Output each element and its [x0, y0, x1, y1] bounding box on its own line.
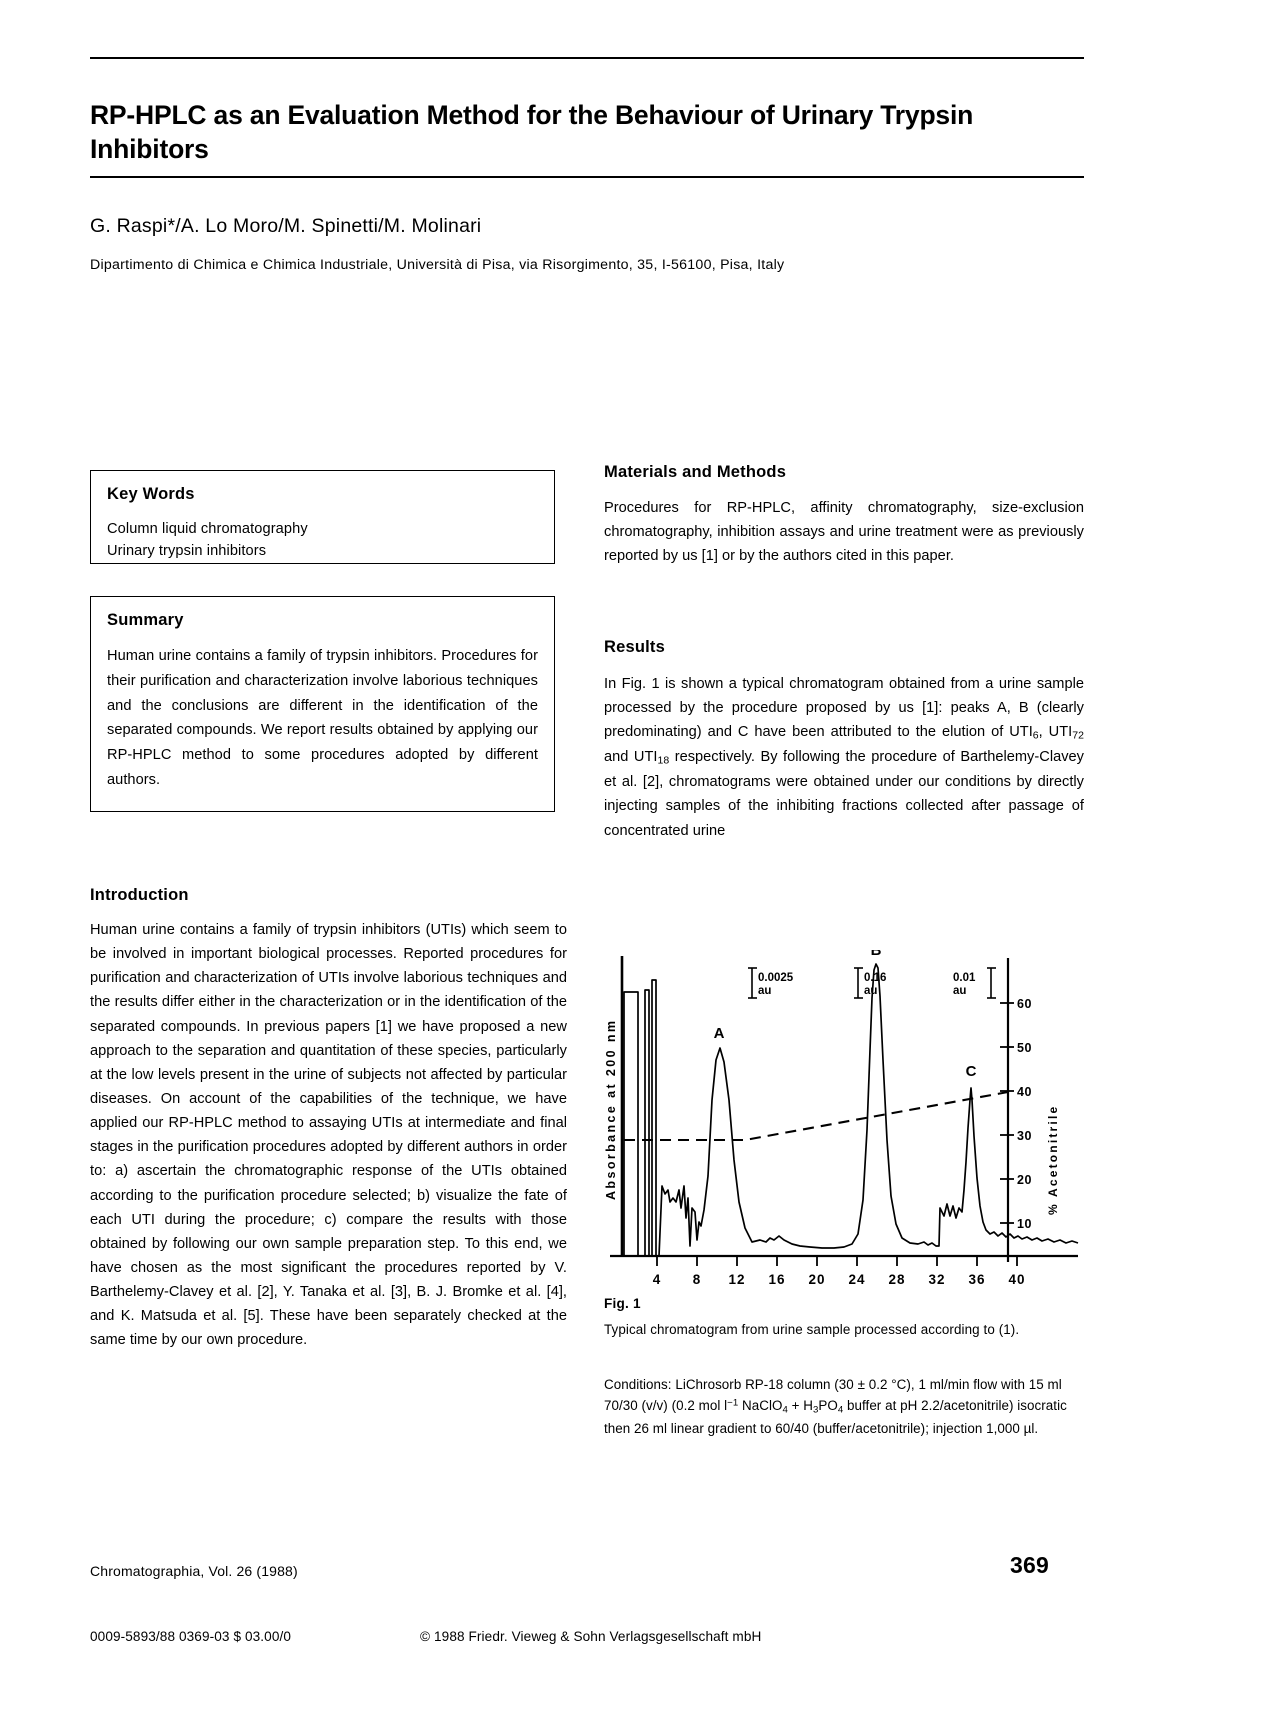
- footer-issn-line: 0009-5893/88 0369-03 $ 03.00/0: [90, 1629, 292, 1644]
- scale-bar-1-unit: au: [758, 985, 772, 997]
- x-tick-12: 12: [728, 1272, 746, 1287]
- x-tick-8: 8: [692, 1272, 702, 1287]
- scale-bar-2-value: 0.16: [864, 972, 887, 984]
- chromatogram-plot: [600, 950, 1084, 1295]
- results-text: In Fig. 1 is shown a typical chromatogram obtained from a urine sample processed by the procedure proposed by us [1]: peaks A, B (clearly predominating) and C have been attributed to the elution of $UTI_6$, $UTI_{72}$ and $UTI_{18}$ respectively. By following the procedure of Barthelemy-Clavey et al. [2], chromatograms were obtained under our conditions by directly injecting samples of the inhibiting fractions collected after passage of concentrated urine: [604, 676, 1084, 839]
- scale-bar-2: [854, 968, 863, 998]
- scale-bar-3-value: 0.01: [953, 972, 976, 984]
- x-tick-32: 32: [928, 1272, 946, 1287]
- x-tick-marks: [657, 1256, 1017, 1266]
- footer-journal-reference: Chromatographia, Vol. 26 (1988): [90, 1563, 298, 1579]
- figure-1: [600, 950, 1084, 1295]
- y2-tick-labels: [1017, 997, 1032, 1231]
- key-words-heading: Key Words: [107, 485, 195, 503]
- scale-bar-3-unit: au: [953, 985, 967, 997]
- y2-axis-title-acetonitrile: % Acetonitrile: [1046, 1104, 1060, 1215]
- peak-labels: [714, 950, 977, 1080]
- y2-tick-20: 20: [1017, 1173, 1032, 1187]
- y2-tick-50: 50: [1017, 1041, 1032, 1055]
- header-rule: [90, 57, 1084, 59]
- scale-bar-1: [748, 968, 757, 998]
- scale-bar-1-value: 0.0025: [758, 972, 794, 984]
- introduction-heading: Introduction: [90, 886, 189, 904]
- x-tick-20: 20: [808, 1272, 826, 1287]
- x-tick-24: 24: [848, 1272, 866, 1287]
- y2-tick-30: 30: [1017, 1129, 1032, 1143]
- page-number: 369: [1010, 1552, 1049, 1578]
- summary-box: [90, 596, 555, 812]
- materials-and-methods-heading: Materials and Methods: [604, 463, 787, 481]
- scale-bar-3: [987, 968, 996, 998]
- author-list: G. Raspi*/A. Lo Moro/M. Spinetti/M. Molinari: [90, 215, 482, 237]
- introduction-text: Human urine contains a family of trypsin inhibitors (UTIs) which seem to be involved in important biological processes. Reported procedures for purification and characterization of UTIs involve laborious techniques and the results differ either in the characterization or in the identification of the separated compounds. In previous papers [1] we have proposed a new approach to the separation and quantitation of these species, particularly at the low levels present in the urine of subjects not affected by particular diseases. On account of the capabilities of the technique, we have applied our RP-HPLC method to assaying UTIs at intermediate and final stages in the purification procedures adopted by different authors in order to: a) ascertain the chromatographic response of the UTIs obtained according to the purification procedure selected; b) visualize the fate of each UTI during the procedure; c) compare the results with those obtained by following our own sample preparation step. To this end, we have chosen as the most significant the procedures reported by V. Barthelemy-Clavey et al. [2], Y. Tanaka et al. [3], B. J. Bromke et al. [4], and K. Matsuda et al. [5]. These have been separately checked at the same time by our own procedure.: [90, 922, 567, 1349]
- peak-label-B: B: [870, 950, 882, 959]
- x-tick-4: 4: [652, 1272, 662, 1287]
- figure-conditions-prefix: Conditions:: [604, 1377, 672, 1392]
- y2-tick-10: 10: [1017, 1217, 1032, 1231]
- summary-text: Human urine contains a family of trypsin inhibitors. Procedures for their purification and characterization involve laborious techniques and the conclusions are different in the identification of the separated compounds. We report results obtained by applying our RP-HPLC method to some procedures adopted by different authors.: [107, 648, 538, 788]
- figure-label: Fig. 1: [604, 1296, 641, 1311]
- figure-caption: Typical chromatogram from urine sample processed according to (1).: [604, 1322, 1020, 1337]
- acetonitrile-gradient-trace: [624, 1092, 1008, 1140]
- peak-label-A: A: [713, 1025, 725, 1042]
- x-tick-36: 36: [968, 1272, 986, 1287]
- key-word-item: Urinary trypsin inhibitors: [107, 543, 267, 560]
- chromatogram-svg: [600, 950, 1084, 1295]
- x-tick-labels: [653, 1272, 1026, 1287]
- chromatogram-trace: [624, 964, 1078, 1256]
- y2-tick-40: 40: [1017, 1085, 1032, 1099]
- peak-label-C: C: [965, 1063, 977, 1080]
- key-words-box: [90, 470, 555, 564]
- figure-conditions: Conditions: LiChrosorb RP-18 column (30 ± 0.2 °C), 1 ml/min flow with 15 ml 70/30 (v/v) (0.2 mol $l^{-1}$ NaClO$_4$ + $H_3PO_4$ buffer at pH 2.2/acetonitrile) isocratic then 26 ml linear gradient to 60/40 (buffer/acetonitrile); injection 1,000 µl.: [604, 1377, 1067, 1437]
- page-title: RP-HPLC as an Evaluation Method for the Behaviour of Urinary Trypsin Inhibitors: [90, 99, 974, 165]
- author-affiliation: Dipartimento di Chimica e Chimica Industriale, Università di Pisa, via Risorgimento, 35, I-56100, Pisa, Italy: [90, 257, 785, 273]
- results-heading: Results: [604, 638, 666, 656]
- summary-heading: Summary: [107, 611, 184, 629]
- key-word-item: Column liquid chromatography: [107, 521, 308, 537]
- scale-bar-2-unit: au: [864, 985, 878, 997]
- y-axis-title-absorbance: Absorbance at 200 nm: [604, 1018, 618, 1200]
- x-tick-28: 28: [888, 1272, 906, 1287]
- y2-tick-60: 60: [1017, 997, 1032, 1011]
- x-tick-40: 40: [1008, 1272, 1026, 1287]
- materials-and-methods-text: Procedures for RP-HPLC, affinity chromatography, size-exclusion chromatography, inhibition assays and urine treatment were as previously reported by us [1] or by the authors cited in this paper.: [604, 500, 1084, 565]
- footer-copyright: © 1988 Friedr. Vieweg & Sohn Verlagsgesellschaft mbH: [420, 1629, 762, 1644]
- title-underline-rule: [90, 176, 1084, 178]
- x-tick-16: 16: [768, 1272, 786, 1287]
